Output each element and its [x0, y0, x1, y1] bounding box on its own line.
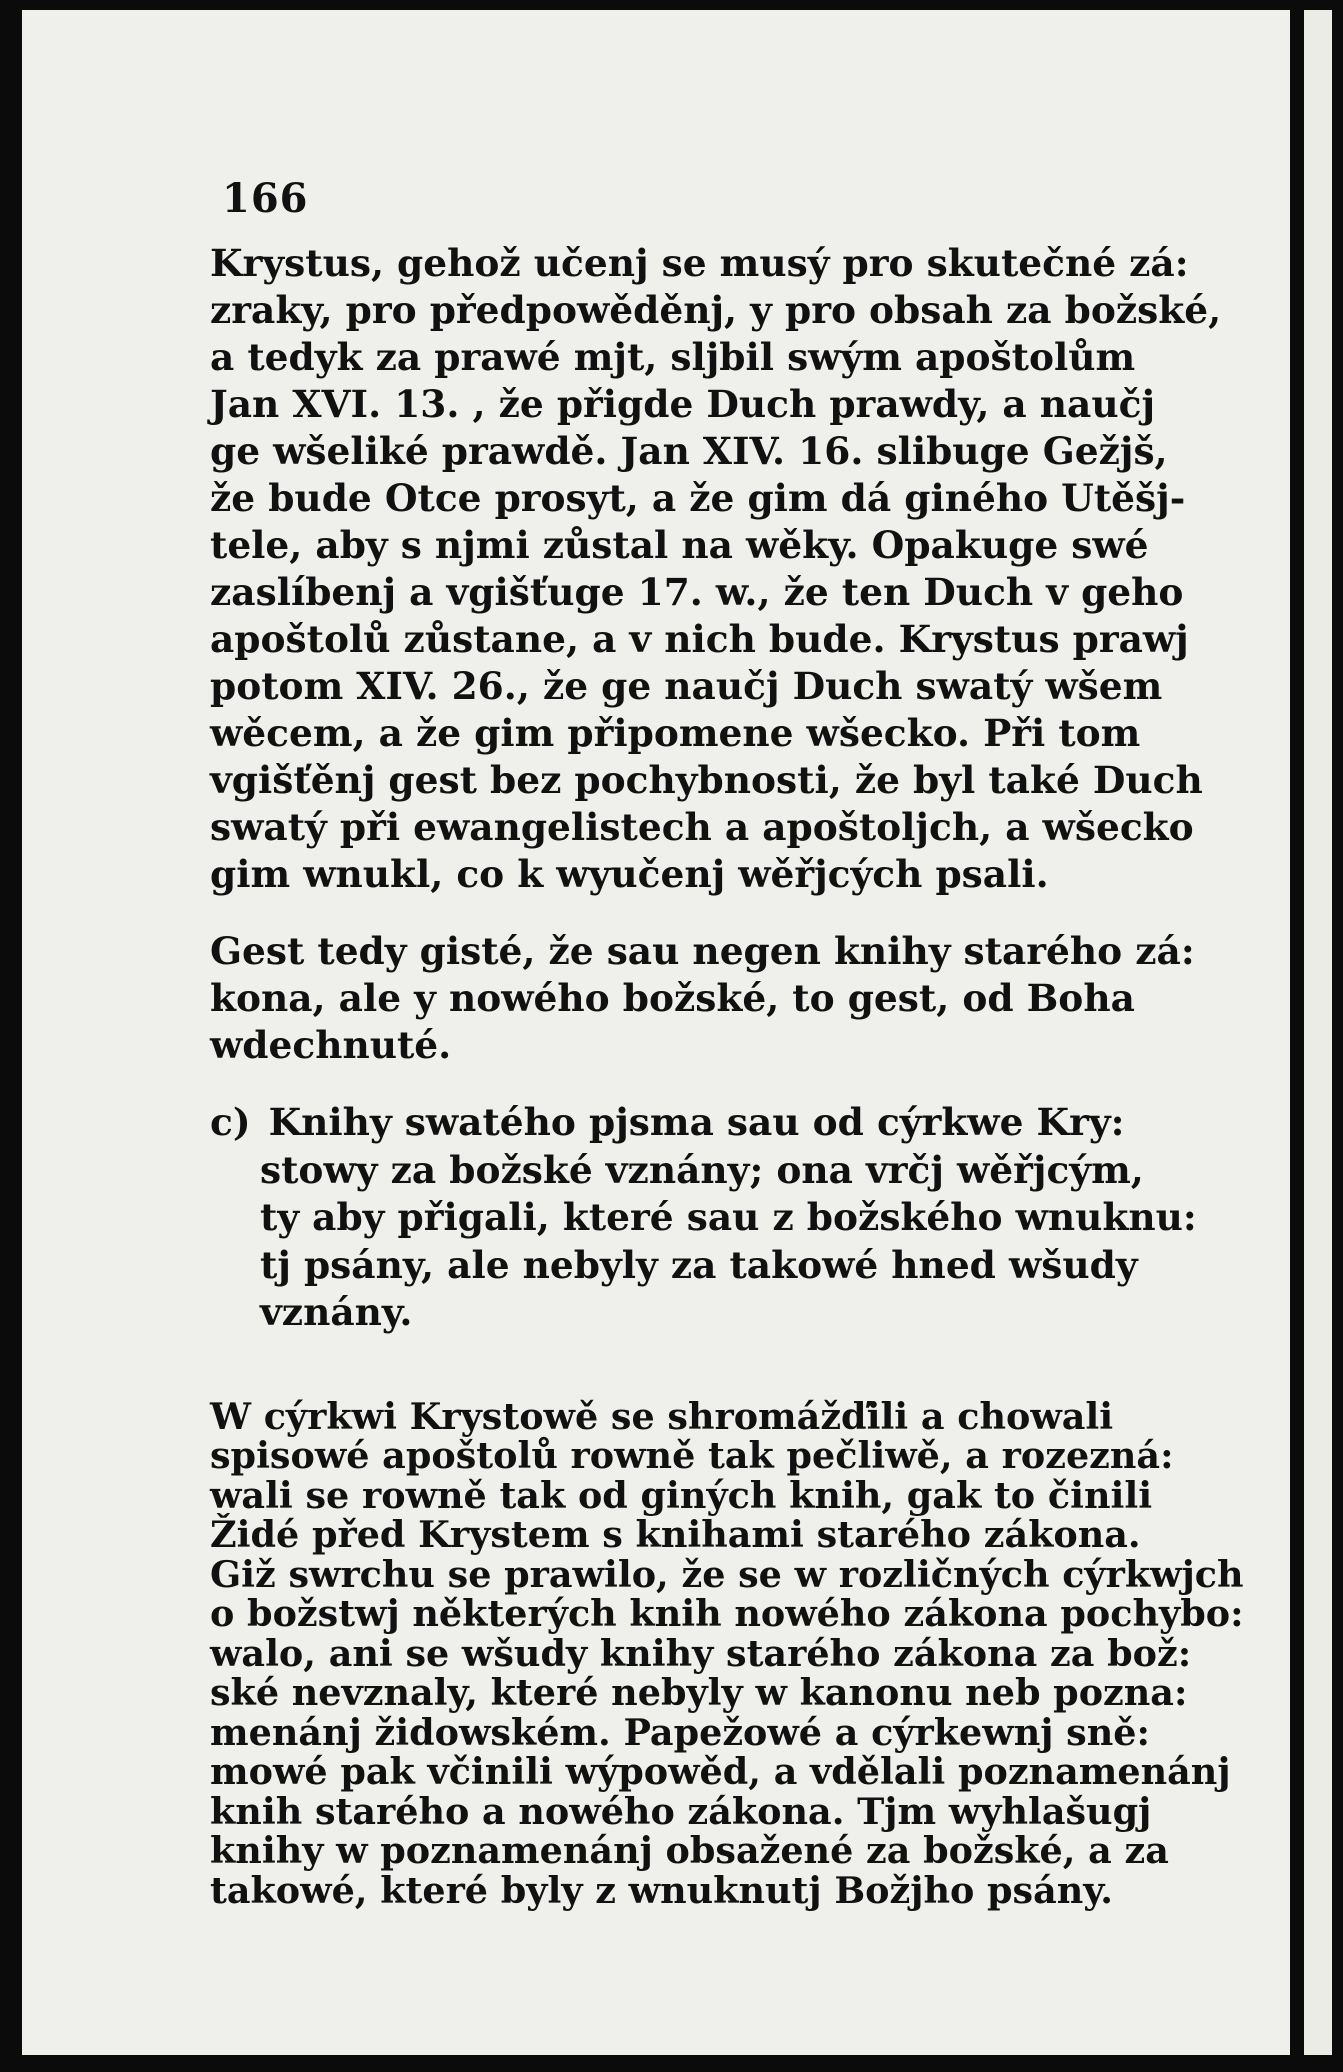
text-line: ge wšeliké prawdě. Jan XIV. 16. slibuge Gežjš,	[210, 429, 1168, 473]
list-item-c	[210, 1099, 1197, 1337]
text-line: tj psány, ale nebyly za takowé hned wšudy	[260, 1242, 1138, 1287]
text-line: apoštolů zůstane, a v nich bude. Krystus prawj	[210, 617, 1189, 661]
text-line: ské nevznaly, které nebyly w kanonu neb pozna:	[210, 1671, 1188, 1714]
text-line: mowé pak včinili wýpowěd, a vdělali poznamenánj	[210, 1750, 1231, 1793]
text-line: spisowé apoštolů rowně tak pečliwě, a rozezná:	[210, 1434, 1174, 1477]
text-line: knihy w poznamenánj obsažené za božské, a za	[210, 1829, 1169, 1872]
text-line: ty aby přigali, které sau z božského wnuknu:	[260, 1195, 1197, 1239]
text-line: wdechnuté.	[210, 1023, 452, 1067]
text-line: walo, ani se wšudy knihy starého zákona za bož:	[210, 1631, 1192, 1675]
text-line: zaslíbenj a vgišťuge 17. w., že ten Duch v geho	[210, 570, 1184, 614]
text-line: zraky, pro předpowěděnj, y pro obsah za božské,	[210, 288, 1222, 332]
text-line	[210, 1099, 1160, 1147]
text-line: menánj židowském. Papežowé a cýrkewnj sně:	[210, 1710, 1150, 1754]
text-line: Giž swrchu se prawilo, že se w rozličných cýrkwjch	[210, 1552, 1244, 1596]
text-line: že bude Otce prosyt, a že gim dá giného Utěšj-	[210, 476, 1186, 520]
paragraph-2	[210, 928, 1195, 1069]
page-number: 166	[222, 175, 309, 222]
text-line: a tedyk za prawé mjt, sljbil swým apoštolům	[210, 335, 1136, 379]
text-line: vznány.	[260, 1290, 413, 1334]
text-line: knih starého a nowého zákona. Tjm wyhlašugj	[210, 1789, 1152, 1833]
text-line: wěcem, a že gim připomene wšecko. Při tom	[210, 711, 1141, 755]
adjacent-page-edge	[1304, 10, 1332, 2055]
text-line: vgišťěnj gest bez pochybnosti, že byl také Duch	[210, 758, 1203, 802]
text-line: W cýrkwi Krystowě se shromážďili a chowali	[210, 1394, 1114, 1438]
text-line: wali se rowně tak od giných knih, gak to činili	[210, 1473, 1153, 1517]
text-line: stowy za božské vznány; ona vrčj wěřjcým,	[260, 1147, 1144, 1192]
text-line: Jan XVI. 13. , že přigde Duch prawdy, a naučj	[210, 382, 1156, 426]
text-line: potom XIV. 26., že ge naučj Duch swatý wšem	[210, 664, 1163, 708]
paragraph-1	[210, 240, 1222, 898]
text-line: swatý při ewangelistech a apoštoljch, a wšecko	[210, 805, 1194, 849]
text-line: kona, ale y nowého božské, to gest, od Boha	[210, 976, 1135, 1020]
text-line: gim wnukl, co k wyučenj wěřjcých psali.	[210, 852, 1049, 896]
paragraph-3	[210, 1394, 1244, 1912]
text-line: Židé před Krystem s knihami starého zákona.	[210, 1513, 1141, 1556]
page-body	[210, 240, 1244, 1940]
text-line-content: Knihy swatého pjsma sau od cýrkwe Kry:	[268, 1100, 1125, 1144]
text-line: Gest tedy gisté, že sau negen knihy starého zá:	[210, 929, 1195, 973]
text-line: tele, aby s njmi zůstal na wěky. Opakuge swé	[210, 523, 1149, 567]
text-line: takowé, které byly z wnuknutj Božjho psány.	[210, 1868, 1114, 1912]
text-line: Krystus, gehož učenj se musý pro skutečné zá:	[210, 241, 1189, 285]
list-marker: c)	[210, 1100, 251, 1144]
text-line: o božstwj některých knih nowého zákona pochybo:	[210, 1592, 1244, 1635]
